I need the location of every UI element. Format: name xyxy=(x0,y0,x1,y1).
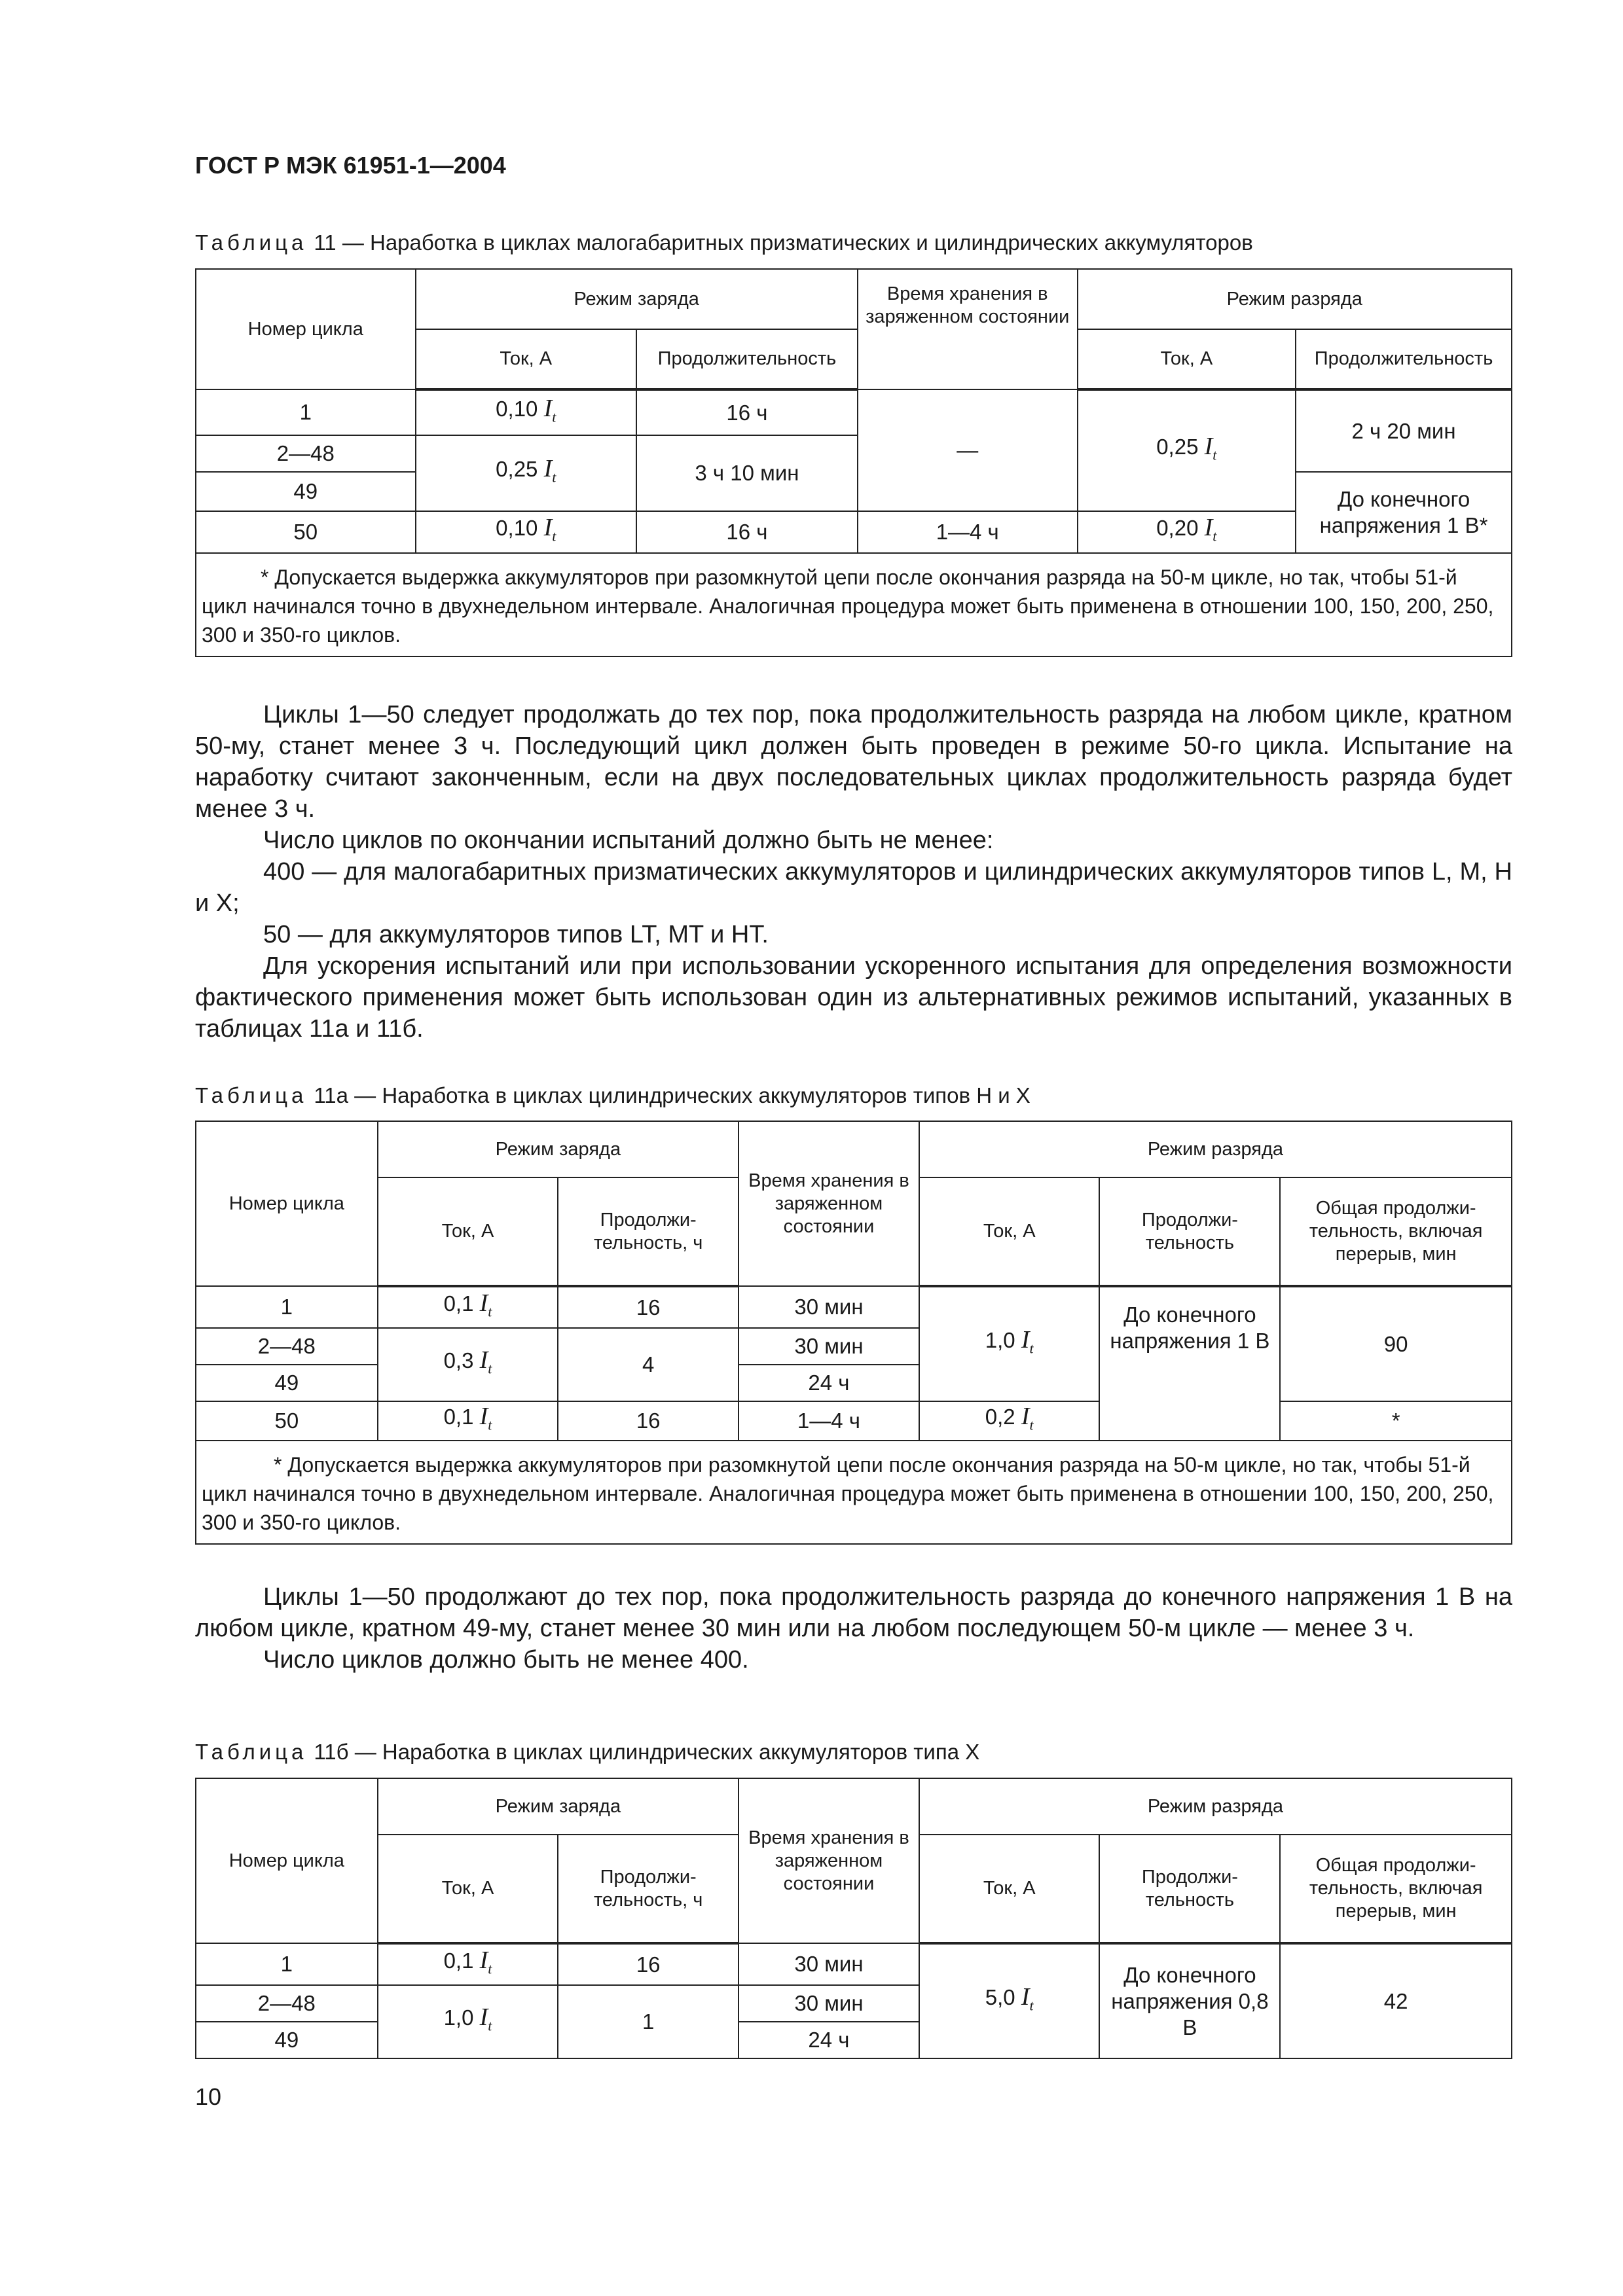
cycle-cell: 2—48 xyxy=(196,435,416,472)
header-charge-mode: Режим заряда xyxy=(378,1121,739,1177)
storage-cell: 24 ч xyxy=(739,2022,919,2058)
cycle-cell: 1 xyxy=(196,1286,378,1328)
header-total-duration: Общая продолжи- тельность, включая перерыв, мин xyxy=(1280,1835,1512,1943)
paragraph: 400 — для малогабаритных призматических аккумуляторов и цилиндрических аккумуляторов типов L, M, H и X; xyxy=(195,858,1512,917)
header-discharge-mode: Режим разряда xyxy=(919,1121,1512,1177)
storage-cell: 1—4 ч xyxy=(739,1401,919,1441)
paragraph: 50 — для аккумуляторов типов LT, MT и HT. xyxy=(263,921,769,948)
header-charge-current: Ток, А xyxy=(416,329,636,389)
cycle-cell: 1 xyxy=(196,1943,378,1985)
charge-current-cell: 0,1 $I_t$ xyxy=(378,1401,558,1441)
header-discharge-current: Ток, А xyxy=(919,1177,1100,1286)
storage-cell: — xyxy=(858,389,1078,511)
charge-current-cell: 0,3 $I_t$ xyxy=(378,1328,558,1401)
header-storage-time: Время хранения в заряженном состоянии xyxy=(739,1778,919,1943)
header-charge-current: Ток, А xyxy=(378,1835,558,1943)
table-11b xyxy=(195,1778,1512,2059)
discharge-current-cell: 1,0 $I_t$ xyxy=(919,1286,1100,1401)
page-number: 10 xyxy=(195,2083,222,2110)
cycle-cell: 2—48 xyxy=(196,1328,378,1365)
cycle-cell: 49 xyxy=(196,472,416,511)
table-11a-footnote: * Допускается выдержка аккумуляторов при разомкнутой цепи после окончания разряда на 50-м цикле, но так, чтобы 51-й цикл начинался точно в двухнедельном интервале. Аналогичная процедура может быть применена в отношении 100, 150, 200, 250, 300 и 350-го циклов. xyxy=(196,1441,1512,1544)
header-discharge-duration: Продолжи- тельность xyxy=(1099,1177,1280,1286)
paragraph: Циклы 1—50 следует продолжать до тех пор, пока продолжительность разряда на любом цикле, кратном 50-му, станет менее 3 ч. Последующий цикл должен быть проведен в режиме 50-го цикла. Испытание на наработку считают законченным, если на двух последовательных циклах продолжительность разряда будет менее 3 ч. xyxy=(195,701,1512,823)
header-charge-current: Ток, А xyxy=(378,1177,558,1286)
cycle-cell: 49 xyxy=(196,1365,378,1401)
header-discharge-mode: Режим разряда xyxy=(1078,269,1512,329)
charge-duration-cell: 3 ч 10 мин xyxy=(636,435,858,511)
header-discharge-mode: Режим разряда xyxy=(919,1778,1512,1835)
table-11-footnote: * Допускается выдержка аккумуляторов при разомкнутой цепи после окончания разряда на 50-м цикле, но так, чтобы 51-й цикл начинался точно в двухнедельном интервале. Аналогичная процедура может быть применена в отношении 100, 150, 200, 250, 300 и 350-го циклов. xyxy=(196,553,1512,656)
header-discharge-current: Ток, А xyxy=(1078,329,1296,389)
cycle-cell: 50 xyxy=(196,511,416,553)
cycle-cell: 49 xyxy=(196,2022,378,2058)
cycle-cell: 50 xyxy=(196,1401,378,1441)
discharge-current-cell: 5,0 $I_t$ xyxy=(919,1943,1100,2058)
discharge-duration-cell: 2 ч 20 мин xyxy=(1296,389,1512,472)
header-cycle: Номер цикла xyxy=(196,269,416,389)
discharge-duration-cell: До конечного напряжения 1 В* xyxy=(1296,472,1512,553)
document-header: ГОСТ Р МЭК 61951-1—2004 xyxy=(195,152,506,179)
paragraph: Для ускорения испытаний или при использовании ускоренного испытания для определения возможности фактического применения может быть использован один из альтернативных режимов испытаний, указанных в таблицах 11а и 11б. xyxy=(195,952,1512,1043)
charge-duration-cell: 16 xyxy=(558,1286,739,1328)
discharge-current-cell: 0,20 $I_t$ xyxy=(1078,511,1296,553)
charge-current-cell: 0,1 $I_t$ xyxy=(378,1286,558,1328)
table-11b-caption: Таблица 11б — Наработка в циклах цилиндрических аккумуляторов типа X xyxy=(195,1740,980,1764)
header-discharge-current: Ток, А xyxy=(919,1835,1100,1943)
header-total-duration: Общая продолжи- тельность, включая перерыв, мин xyxy=(1280,1177,1512,1286)
header-discharge-duration: Продолжи- тельность xyxy=(1099,1835,1280,1943)
table-11-caption xyxy=(195,230,1253,255)
table-11b-title: 11б — Наработка в циклах цилиндрических аккумуляторов типа X xyxy=(314,1740,980,1764)
header-charge-duration: Продолжительность xyxy=(636,329,858,389)
paragraph: Число циклов по окончании испытаний должно быть не менее: xyxy=(263,827,994,854)
paragraph: Циклы 1—50 продолжают до тех пор, пока продолжительность разряда до конечного напряжения 1 В на любом цикле, кратном 49-му, станет менее 30 мин или на любом последующем 50-м цикле — менее 3 ч. xyxy=(195,1583,1512,1642)
charge-duration-cell: 1 xyxy=(558,1985,739,2058)
cycle-cell: 2—48 xyxy=(196,1985,378,2022)
charge-current-cell: 1,0 $I_t$ xyxy=(378,1985,558,2058)
header-charge-duration: Продолжи- тельность, ч xyxy=(558,1835,739,1943)
storage-cell: 24 ч xyxy=(739,1365,919,1401)
header-storage-time: Время хранения в заряженном состоянии xyxy=(858,269,1078,389)
charge-duration-cell: 16 ч xyxy=(636,511,858,553)
header-charge-mode: Режим заряда xyxy=(416,269,858,329)
charge-current-cell: 0,10 $I_t$ xyxy=(416,389,636,435)
charge-current-cell: 0,1 $I_t$ xyxy=(378,1943,558,1985)
storage-cell: 30 мин xyxy=(739,1328,919,1365)
total-duration-cell: 42 xyxy=(1280,1943,1512,2058)
discharge-duration-cell: До конечного напряжения 0,8 В xyxy=(1099,1943,1280,2058)
discharge-duration-cell: До конечного напряжения 1 В xyxy=(1099,1286,1280,1441)
body-text-1 xyxy=(195,699,1512,1045)
table-11-title: 11 — Наработка в циклах малогабаритных призматических и цилиндрических аккумуляторов xyxy=(314,230,1253,255)
charge-duration-cell: 16 xyxy=(558,1943,739,1985)
header-charge-mode: Режим заряда xyxy=(378,1778,739,1835)
header-cycle: Номер цикла xyxy=(196,1121,378,1286)
charge-current-cell: 0,10 $I_t$ xyxy=(416,511,636,553)
body-text-2 xyxy=(195,1581,1512,1676)
header-discharge-duration: Продолжительность xyxy=(1296,329,1512,389)
table-11 xyxy=(195,268,1512,657)
discharge-current-cell: 0,2 $I_t$ xyxy=(919,1401,1100,1441)
storage-cell: 1—4 ч xyxy=(858,511,1078,553)
discharge-current-cell: 0,25 $I_t$ xyxy=(1078,389,1296,511)
cycle-cell: 1 xyxy=(196,389,416,435)
charge-current-cell: 0,25 $I_t$ xyxy=(416,435,636,511)
total-duration-cell: * xyxy=(1280,1401,1512,1441)
table-word: Таблица xyxy=(195,230,308,255)
charge-duration-cell: 4 xyxy=(558,1328,739,1401)
total-duration-cell: 90 xyxy=(1280,1286,1512,1401)
paragraph: Число циклов должно быть не менее 400. xyxy=(263,1646,749,1674)
charge-duration-cell: 16 ч xyxy=(636,389,858,435)
header-charge-duration: Продолжи- тельность, ч xyxy=(558,1177,739,1286)
header-storage-time: Время хранения в заряженном состоянии xyxy=(739,1121,919,1286)
table-11a-title: 11а — Наработка в циклах цилиндрических аккумуляторов типов H и X xyxy=(314,1083,1030,1107)
storage-cell: 30 мин xyxy=(739,1943,919,1985)
table-11a-caption: Таблица 11а — Наработка в циклах цилиндрических аккумуляторов типов H и X xyxy=(195,1083,1030,1107)
table-11a xyxy=(195,1121,1512,1545)
storage-cell: 30 мин xyxy=(739,1286,919,1328)
header-cycle: Номер цикла xyxy=(196,1778,378,1943)
storage-cell: 30 мин xyxy=(739,1985,919,2022)
charge-duration-cell: 16 xyxy=(558,1401,739,1441)
